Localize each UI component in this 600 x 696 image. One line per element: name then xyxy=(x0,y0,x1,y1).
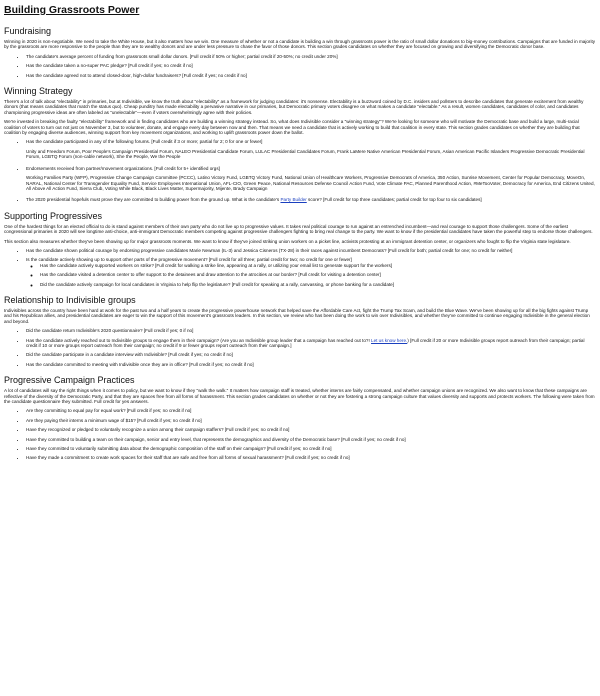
organizations-list: Working Families Party (WFP), Progressive Change Campaign Committee (PCCC), Latino Victory Fund, LGBTQ Victory Fund, National Union of Healthcare Workers, Progressive Democrats of America, 350 Action, Sunrise Movement, Center for Popular Democracy, MoveOn, NARAL, National Center for Transgender Equality Fund, Service Employees International Union, AFL-CIO, Green Peace, National Resources Defense Council Action Fund, Vote Climate PAC, Planned Parenthood Action, #MeTooVoter, Democracy for America, End Citizens United, All Above All Action Fund, Sierra Club, Voting While Black, Black Lives Matter, Supermajority, Mijente, Brady Campaign xyxy=(26,175,595,191)
relationship-heading: Relationship to Indivisible groups xyxy=(4,294,136,305)
list-item: ◦ Has the candidate actively supported workers on strike? [Full credit for walking a strike line, appearing at a rally, or utilizing your email list to generate support for the workers] xyxy=(40,263,596,268)
winning-strategy-criteria-list xyxy=(4,139,596,144)
page-title: Building Grassroots Power xyxy=(4,4,140,16)
campaign-practices-heading: Progressive Campaign Practices xyxy=(4,375,135,386)
list-item: • Have they committed to voluntarily submitting data about the demographic composition of the staff on their campaign? [Full credit if yes; no credit if no] xyxy=(26,446,596,451)
relationship-paragraph: Indivisibles across the country have been hard at work for the past two and a half years to create the progressive powerhouse network that helped save the Affordable Care Act, fight the Trump Tax Scam, and build the Blue Wave. We've been showing up for all the big fights against Trump and his Republican allies, and presidential candidates are eager to win the support of this movement's grassroots leaders. In this section, we review who has been doing the work to win over Indivisibles, and whether they've committed to continue engaging Indivisible in the general election and beyond. xyxy=(4,307,590,324)
winning-strategy-paragraph: We're invested in breaking the faulty "electability" framework and in finding candidates who are building a winning strategy instead. So, what does Indivisible consider a "winning strategy"? We're looking for someone who will motivate the Democratic base and build a large, multi-racial coalition of voters to turn out not just on November 3, but to volunteer, donate, and engage every day between now and then. That means we need a candidate that is actively working to build that coalition in every state. This section grades candidates on whether they are building that coalition by engaging diverse audiences, winning support from key movement organizations, and working to uplift grassroots power down the ballot. xyxy=(4,119,580,136)
list-item: • Has the candidate taken a no-super PAC pledge? [Full credit if yes; no credit if no] xyxy=(26,63,596,68)
winning-strategy-heading: Winning Strategy xyxy=(4,86,73,97)
supporting-progressives-heading: Supporting Progressives xyxy=(4,210,103,221)
list-item-text: ) [Full credit if 20 or more Indivisible groups report outreach from their campaign; partial credit if 10 or more groups report outreach from their campaign; no credit if 9 or fewer groups report outreach from their campaign.] xyxy=(26,337,585,348)
fundraising-heading: Fundraising xyxy=(4,26,52,36)
list-item: • Has the candidate agreed not to attend closed-door, high-dollar fundraisers? [Full credit if yes; no credit if no] xyxy=(26,73,596,78)
campaign-practices-paragraph: A lot of candidates will say the right things when it comes to policy, but we want to know if they "walk the walk." It matters how campaign staff is treated, whether interns are fairly compensated, and whether campaign unions are recognized. We also want to know that these campaigns are reflective of the diversity of the Democratic Party, and that they are spaces free from all forms of harassment. This section grades candidates on whether or not they are fostering a strong campaign culture that values diversity and supports and protects workers. The following were taken from the candidate questionnaire they submitted. Full credit for yes answers. xyxy=(4,388,595,405)
list-item-text: The 2020 presidential hopefuls must prove they are committed to building power from the ground up. What is the candidate's xyxy=(26,197,281,203)
list-item: ◦ Has the candidate visited a detention center to offer support to the detainees and draw attention to the atrocities at our border? [Full credit for visiting a detention center] xyxy=(40,272,596,277)
supporting-progressives-criteria-list xyxy=(4,248,596,287)
list-item: • Has the candidate committed to meeting with Indivisible once they are in office? [Full credit if yes; no credit if no] xyxy=(26,362,596,367)
list-item: • Are they paying their interns a minimum wage of $15? [Full credit if yes; no credit if no] xyxy=(26,418,596,423)
list-item: • Have they committed to building a team on their campaign, senior and entry level, that represents the demographics and diversity of the Democratic base? [Full credit if yes; no credit if no] xyxy=(26,437,596,442)
list-item: • The candidate's average percent of funding from grassroots small dollar donors. [Full credit if 50% or higher; partial credit if 20-50%; no credit under 20%] xyxy=(26,54,596,59)
list-item: • Has the candidate shown political courage by endorsing progressive candidates Marie Newman (IL-3) and Jessica Cisneros (TX-28) in their races against incumbent Democrats? [Full credit for both; partial credit for one; no credit for neither] xyxy=(26,248,596,253)
supporting-progressives-paragraph: This section also measures whether they've been showing up for major grassroots moments. We want to know if they've joined striking union workers on a picket line, activists protesting at an immigrant detention center, or organizers who fought to flip the Virginia state legislature. xyxy=(4,238,571,244)
let-us-know-link[interactable]: Let us know here. xyxy=(371,337,408,343)
list-item-text: score? [Full credit for top three candidates; partial credit for top four to six candidates] xyxy=(306,197,482,203)
forums-list: Unity and Freedom Forum, Poor People's Campaign Presidential Forum, NALEO Presidential Candidate Forum, LULAC Presidential Candidates Forum, Frank LaMere Native American Presidential Forum, Asian American Pacific Islanders Progressive Democratic Presidential Forum, LGBTQ Forum (non-cable network), She the People, We the People xyxy=(26,148,585,160)
campaign-practices-section xyxy=(4,375,596,461)
list-item-text: Has the candidate actively reached out to Indivisible groups to engage them in their campaign? (Are you an Indivisible group leader that a campaign has reached out to?! xyxy=(26,337,372,343)
movement-support-sublist xyxy=(26,263,596,287)
list-item: • Have they recognized or pledged to voluntarily recognize a union among their campaign staffers? [Full credit if yes; no credit if no] xyxy=(26,427,596,432)
supporting-progressives-section xyxy=(4,211,596,287)
winning-strategy-section xyxy=(4,86,596,203)
fundraising-section xyxy=(4,26,596,78)
fundraising-criteria-list xyxy=(4,54,596,78)
winning-strategy-criteria-list xyxy=(4,197,596,202)
list-item: • Have they made a commitment to create work spaces for their staff that are safe and free from all forms of sexual harassment? [Full credit if yes; no credit if no] xyxy=(26,455,596,460)
list-item-text: Is the candidate actively showing up to support other parts of the progressive movement? [Full credit for all three; partial credit for two; no credit for one or fewer] xyxy=(26,257,352,263)
supporting-progressives-paragraph: One of the hardest things for an elected official to do is stand against members of their own party who do not live up to progressive values. It takes real political courage to run against an entrenched incumbent—and real courage to support those challengers. Some of the earliest congressional primaries in 2020 will see longtime anti-choice, anti-immigrant Democratic members competing against progressive challengers fighting to bring real change to the party. We want to know if the presidential candidates have taken the powerful step to endorse those challengers. xyxy=(4,223,593,235)
relationship-section xyxy=(4,295,596,367)
list-item: • Did the candidate participate in a candidate interview with Indivisible? [Full credit if yes; no credit if no] xyxy=(26,352,596,357)
winning-strategy-paragraph: There's a lot of talk about "electability" in primaries, but at Indivisible, we know the truth about "electability" as a framework for judging candidates: it's nonsense. Electability is a buzzword coined by D.C. insiders and pollsters to describe candidates that generate excitement from wealthy donors (that means candidates that match the status quo). Cheap punditry has made electability a pervasive narrative in our primaries, but Democratic primary voters disagree on what makes a candidate "electable." As a result, women candidates, candidates of color, and candidates championing progressive ideas are often labeled as "unelectable"—even if voters overwhelmingly agree with their policies. xyxy=(4,99,584,115)
list-item xyxy=(26,338,596,349)
relationship-criteria-list xyxy=(4,328,596,367)
list-item: • Are they committing to equal pay for equal work? [Full credit if yes; no credit if no] xyxy=(26,408,596,413)
list-item xyxy=(26,257,596,287)
winning-strategy-criteria-list xyxy=(4,166,596,171)
list-item: • Has the candidate participated in any of the following forums. [Full credit if 3 or more; partial for 2; 0 for one or fewer] xyxy=(26,139,596,144)
fundraising-intro: Winning in 2020 is non-negotiable. We need to take the White House, but it also matters how we win. One measure of whether or not a candidate is building a win through grassroots power is the ratio of small dollar donations to big-money contributions. Campaigns that are funded in majority by the grassroots are more responsive to the people than they are to wealthy donors and are under less pressure to chase the favor of those donors. This section grades candidates on whether they are focused on growing and diversifying the Democratic donor base. xyxy=(4,39,596,50)
list-item xyxy=(26,197,596,202)
campaign-practices-criteria-list xyxy=(4,408,596,460)
list-item: ◦ Did the candidate actively campaign for local candidates in Virginia to help flip the legislature? [Full credit for speaking at a rally, canvassing, or phone banking for a candidate] xyxy=(40,282,596,287)
list-item: • Endorsements received from partner/movement organizations. [Full credit for 5+ identified orgs] xyxy=(26,166,596,171)
party-builder-link[interactable]: Party Builder xyxy=(280,197,307,203)
list-item: • Did the candidate return Indivisible's 2020 questionnaire? [Full credit if yes; 0 if no] xyxy=(26,328,596,333)
